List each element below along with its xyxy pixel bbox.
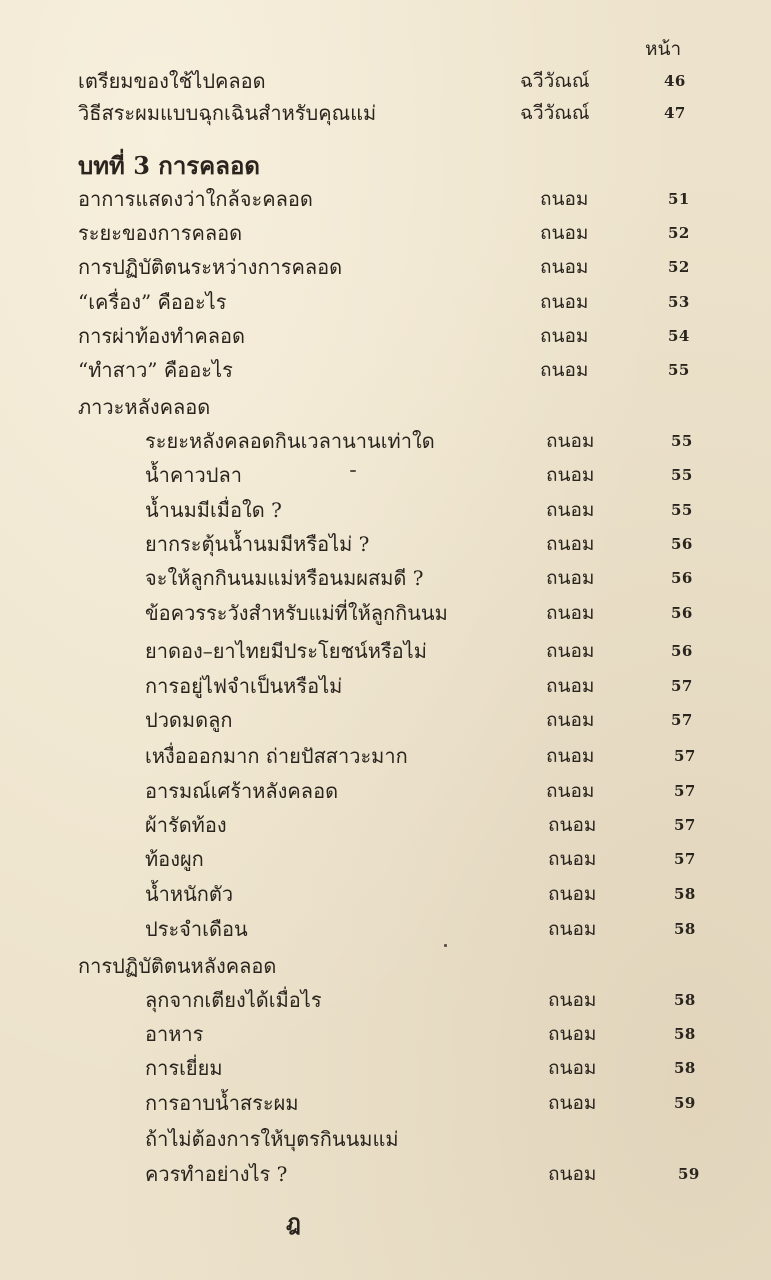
toc-entry bbox=[0, 426, 771, 456]
toc-entry-author: ถนอม bbox=[548, 1163, 597, 1185]
toc-entry-page: 55 bbox=[671, 466, 693, 484]
toc-entry bbox=[0, 1019, 771, 1049]
toc-entry bbox=[0, 1088, 771, 1118]
toc-entry-author: ถนอม bbox=[546, 780, 595, 802]
toc-entry-author: ถนอม bbox=[546, 430, 595, 452]
toc-entry bbox=[0, 252, 771, 282]
toc-entry bbox=[0, 495, 771, 525]
footer-page-number: ฎ bbox=[286, 1210, 301, 1236]
toc-entry-page: 58 bbox=[674, 920, 696, 938]
toc-entry-page: 58 bbox=[674, 1059, 696, 1077]
toc-entry bbox=[0, 563, 771, 593]
toc-entry bbox=[0, 598, 771, 628]
toc-entry bbox=[0, 1053, 771, 1083]
toc-entry-author: ถนอม bbox=[548, 1092, 597, 1114]
toc-entry-title: ยากระตุ้นน้ำนมมีหรือไม่ ? bbox=[145, 532, 370, 556]
toc-entry-title: การผ่าท้องทำคลอด bbox=[78, 324, 246, 348]
toc-entry-author: ถนอม bbox=[546, 533, 595, 555]
toc-entry-page: 57 bbox=[674, 850, 696, 868]
toc-entry bbox=[0, 321, 771, 351]
toc-entry-author: ถนอม bbox=[546, 675, 595, 697]
toc-entry-page: 53 bbox=[668, 293, 690, 311]
toc-entry-author: ถนอม bbox=[548, 1023, 597, 1045]
toc-entry bbox=[0, 218, 771, 248]
toc-entry bbox=[0, 460, 771, 490]
toc-entry-title-line2: ควรทำอย่างไร ? bbox=[145, 1162, 288, 1186]
toc-entry-author: ถนอม bbox=[548, 848, 597, 870]
toc-entry-page: 56 bbox=[671, 569, 693, 587]
toc-entry-author: ถนอม bbox=[546, 745, 595, 767]
toc-entry-title: วิธีสระผมแบบฉุกเฉินสำหรับคุณแม่ bbox=[78, 101, 377, 125]
toc-entry-author: ถนอม bbox=[540, 325, 589, 347]
toc-entry-page: 52 bbox=[668, 224, 690, 242]
toc-entry bbox=[0, 98, 771, 128]
toc-entry-author: ฉวีวัณณ์ bbox=[520, 102, 590, 124]
toc-entry-page: 52 bbox=[668, 258, 690, 276]
toc-entry-page: 55 bbox=[668, 361, 690, 379]
section-heading: การปฏิบัติตนหลังคลอด bbox=[78, 954, 277, 978]
toc-entry-author: ถนอม bbox=[548, 1057, 597, 1079]
toc-entry-page: 57 bbox=[674, 782, 696, 800]
toc-entry bbox=[0, 914, 771, 944]
toc-entry bbox=[0, 844, 771, 874]
toc-entry-page: 59 bbox=[674, 1094, 696, 1112]
paper-speck bbox=[350, 470, 356, 472]
toc-entry-page: 56 bbox=[671, 604, 693, 622]
toc-entry bbox=[0, 985, 771, 1015]
toc-entry-title: การอยู่ไฟจำเป็นหรือไม่ bbox=[145, 674, 343, 698]
toc-entry-page: 51 bbox=[668, 190, 690, 208]
toc-entry-title: ผ้ารัดท้อง bbox=[145, 813, 227, 837]
toc-entry bbox=[0, 1159, 771, 1189]
toc-entry-title: อาหาร bbox=[145, 1022, 204, 1046]
toc-entry-page: 59 bbox=[678, 1165, 700, 1183]
toc-entry-title: การอาบน้ำสระผม bbox=[145, 1091, 299, 1115]
toc-entry-page: 57 bbox=[671, 711, 693, 729]
toc-entry-page: 58 bbox=[674, 991, 696, 1009]
toc-entry bbox=[0, 636, 771, 666]
toc-entry-author: ถนอม bbox=[548, 989, 597, 1011]
paper-speck bbox=[444, 944, 447, 947]
toc-entry-page: 57 bbox=[674, 816, 696, 834]
toc-entry-page: 54 bbox=[668, 327, 690, 345]
toc-entry-title: ยาดอง–ยาไทยมีประโยชน์หรือไม่ bbox=[145, 639, 427, 663]
toc-entry-title: น้ำหนักตัว bbox=[145, 882, 234, 906]
toc-entry-title: จะให้ลูกกินนมแม่หรือนมผสมดี ? bbox=[145, 566, 424, 590]
toc-entry bbox=[0, 810, 771, 840]
toc-entry bbox=[0, 741, 771, 771]
toc-entry-author: ถนอม bbox=[540, 291, 589, 313]
toc-entry-author: ถนอม bbox=[540, 188, 589, 210]
toc-entry-title-line1: ถ้าไม่ต้องการให้บุตรกินนมแม่ bbox=[145, 1127, 399, 1151]
toc-entry-title: ระยะหลังคลอดกินเวลานานเท่าใด bbox=[145, 429, 435, 453]
toc-entry-title: ข้อควรระวังสำหรับแม่ที่ให้ลูกกินนม bbox=[145, 601, 448, 625]
toc-entry-title: เตรียมของใช้ไปคลอด bbox=[78, 69, 266, 93]
toc-entry bbox=[0, 529, 771, 559]
toc-entry-title: การเยี่ยม bbox=[145, 1056, 223, 1080]
toc-entry-author: ถนอม bbox=[548, 883, 597, 905]
toc-entry-author: ถนอม bbox=[546, 640, 595, 662]
toc-entry-title: ประจำเดือน bbox=[145, 917, 248, 941]
toc-entry-author: ถนอม bbox=[546, 709, 595, 731]
toc-entry-page: 56 bbox=[671, 535, 693, 553]
toc-entry-title: เหงื่อออกมาก ถ่ายปัสสาวะมาก bbox=[145, 744, 408, 768]
toc-entry-page: 55 bbox=[671, 432, 693, 450]
toc-entry-title: ลุกจากเตียงได้เมื่อไร bbox=[145, 988, 322, 1012]
section-heading: ภาวะหลังคลอด bbox=[78, 395, 211, 419]
toc-entry-author: ถนอม bbox=[540, 222, 589, 244]
toc-entry bbox=[0, 705, 771, 735]
toc-entry-title: น้ำนมมีเมื่อใด ? bbox=[145, 498, 282, 522]
toc-entry-author: ฉวีวัณณ์ bbox=[520, 70, 590, 92]
toc-entry-author: ถนอม bbox=[540, 359, 589, 381]
toc-entry-title: อาการแสดงว่าใกล้จะคลอด bbox=[78, 187, 313, 211]
toc-entry bbox=[0, 671, 771, 701]
toc-entry-author: ถนอม bbox=[546, 567, 595, 589]
toc-entry-wrapped bbox=[0, 1124, 771, 1154]
toc-entry-page: 56 bbox=[671, 642, 693, 660]
toc-entry bbox=[0, 776, 771, 806]
toc-entry-page: 46 bbox=[664, 72, 686, 90]
toc-entry-author: ถนอม bbox=[546, 464, 595, 486]
toc-entry-page: 58 bbox=[674, 885, 696, 903]
toc-entry-page: 47 bbox=[664, 104, 686, 122]
toc-entry bbox=[0, 287, 771, 317]
toc-entry-page: 58 bbox=[674, 1025, 696, 1043]
toc-entry-title: อารมณ์เศร้าหลังคลอด bbox=[145, 779, 339, 803]
page-column-header: หน้า bbox=[645, 38, 682, 60]
toc-entry-title: น้ำคาวปลา bbox=[145, 463, 242, 487]
toc-entry-author: ถนอม bbox=[540, 256, 589, 278]
toc-entry-author: ถนอม bbox=[546, 602, 595, 624]
toc-entry bbox=[0, 355, 771, 385]
toc-entry-page: 57 bbox=[674, 747, 696, 765]
toc-entry-author: ถนอม bbox=[548, 918, 597, 940]
toc-entry-page: 55 bbox=[671, 501, 693, 519]
toc-entry-page: 57 bbox=[671, 677, 693, 695]
chapter-heading: บทที่ 3 การคลอด bbox=[78, 151, 260, 180]
toc-entry bbox=[0, 66, 771, 96]
toc-entry-title: “เครื่อง” คืออะไร bbox=[78, 290, 227, 314]
toc-entry-title: ระยะของการคลอด bbox=[78, 221, 243, 245]
toc-entry-title: ปวดมดลูก bbox=[145, 708, 233, 732]
toc-entry-title: ท้องผูก bbox=[145, 847, 204, 871]
toc-entry-title: การปฏิบัติตนระหว่างการคลอด bbox=[78, 255, 343, 279]
toc-entry-author: ถนอม bbox=[548, 814, 597, 836]
toc-entry-title: “ทำสาว” คืออะไร bbox=[78, 358, 233, 382]
toc-entry bbox=[0, 879, 771, 909]
toc-entry bbox=[0, 184, 771, 214]
toc-entry-author: ถนอม bbox=[546, 499, 595, 521]
